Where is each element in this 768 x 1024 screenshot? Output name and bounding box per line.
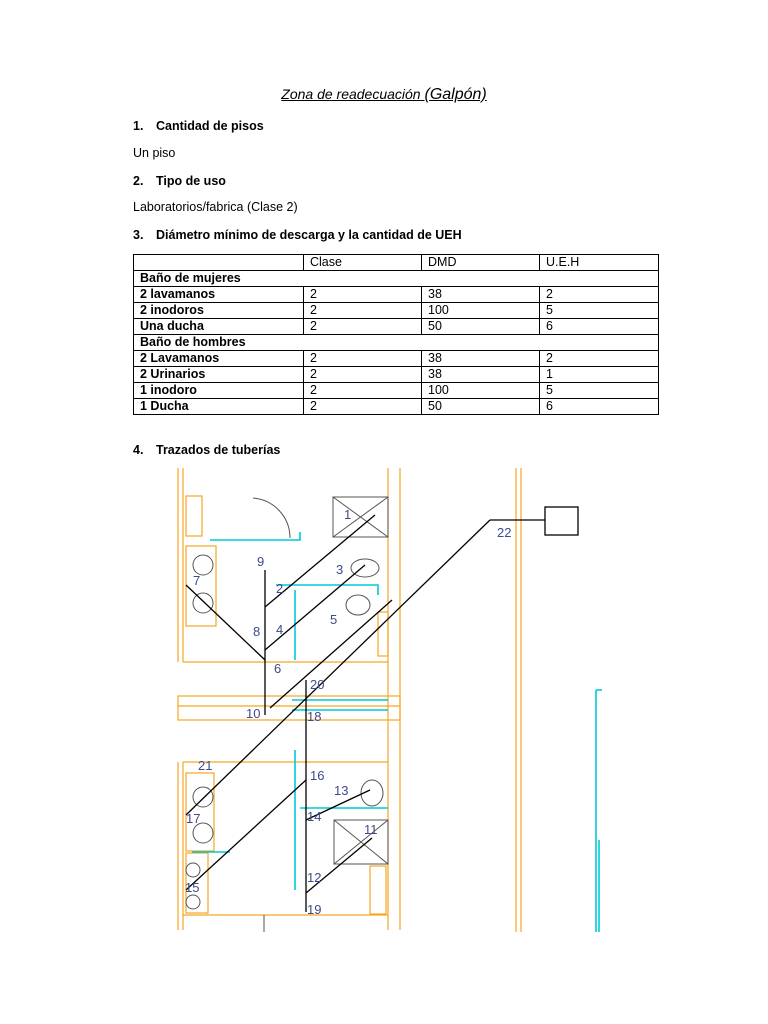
section-title: Cantidad de pisos [156, 119, 264, 133]
plan-label: 13 [334, 783, 349, 798]
table-cell: 100 [422, 303, 540, 319]
table-cell: 2 lavamanos [134, 287, 304, 303]
table-cell: 6 [540, 319, 659, 335]
table-cell: 38 [422, 287, 540, 303]
table-cell: 38 [422, 351, 540, 367]
table-cell: 1 Ducha [134, 399, 304, 415]
plan-label: 2 [276, 581, 284, 596]
table-cell: 50 [422, 399, 540, 415]
plan-label: 5 [330, 612, 338, 627]
table-cell: 2 [304, 383, 422, 399]
table-cell: 100 [422, 383, 540, 399]
table-header: Clase [304, 255, 422, 271]
plan-label: 14 [307, 809, 322, 824]
plan-label: 6 [274, 661, 282, 676]
table-header: U.E.H [540, 255, 659, 271]
table-cell: 50 [422, 319, 540, 335]
table-cell: 2 Lavamanos [134, 351, 304, 367]
table-cell: Una ducha [134, 319, 304, 335]
plan-label: 4 [276, 622, 284, 637]
table-cell: 2 [540, 287, 659, 303]
plan-label: 19 [307, 902, 322, 917]
table-cell: 2 [304, 367, 422, 383]
section-body-1: Un piso [133, 146, 176, 160]
table-cell: 2 Urinarios [134, 367, 304, 383]
table-cell: 5 [540, 303, 659, 319]
table-cell: 2 inodoros [134, 303, 304, 319]
title-main: Zona de readecuación [281, 86, 421, 102]
plan-label: 21 [198, 758, 213, 773]
table-cell: 2 [304, 351, 422, 367]
section-title: Diámetro mínimo de descarga y la cantidad de UEH [156, 228, 462, 242]
table-cell: 1 [540, 367, 659, 383]
plan-label: 9 [257, 554, 265, 569]
table-cell: 1 inodoro [134, 383, 304, 399]
table-cell: 5 [540, 383, 659, 399]
group-label: Baño de hombres [134, 335, 659, 351]
plan-label: 12 [307, 870, 322, 885]
section-number: 1. [133, 119, 144, 133]
table-cell: 2 [304, 319, 422, 335]
plan-labels [185, 507, 511, 917]
plan-label: 8 [253, 624, 261, 639]
plan-label: 1 [344, 507, 352, 522]
table-cell: 2 [304, 287, 422, 303]
plan-label: 3 [336, 562, 344, 577]
plan-label: 22 [497, 525, 512, 540]
plan-label: 18 [307, 709, 322, 724]
table-header: DMD [422, 255, 540, 271]
plan-label: 7 [193, 573, 201, 588]
section-number: 3. [133, 228, 144, 242]
plan-fixtures [192, 532, 602, 932]
table-cell: 6 [540, 399, 659, 415]
section-number: 2. [133, 174, 144, 188]
plan-label: 20 [310, 677, 325, 692]
plan-label: 17 [186, 811, 201, 826]
section-body-2: Laboratorios/fabrica (Clase 2) [133, 200, 298, 214]
plan-label: 16 [310, 768, 325, 783]
plan-label: 15 [185, 880, 200, 895]
table-cell: 2 [304, 399, 422, 415]
plan-label: 11 [364, 822, 378, 837]
section-title: Trazados de tuberías [156, 443, 281, 457]
section-number: 4. [133, 443, 144, 457]
group-label: Baño de mujeres [134, 271, 659, 287]
plan-label: 10 [246, 706, 261, 721]
title-paren: (Galpón) [424, 86, 487, 103]
table-cell: 2 [304, 303, 422, 319]
section-title: Tipo de uso [156, 174, 226, 188]
table-cell: 2 [540, 351, 659, 367]
table-cell: 38 [422, 367, 540, 383]
